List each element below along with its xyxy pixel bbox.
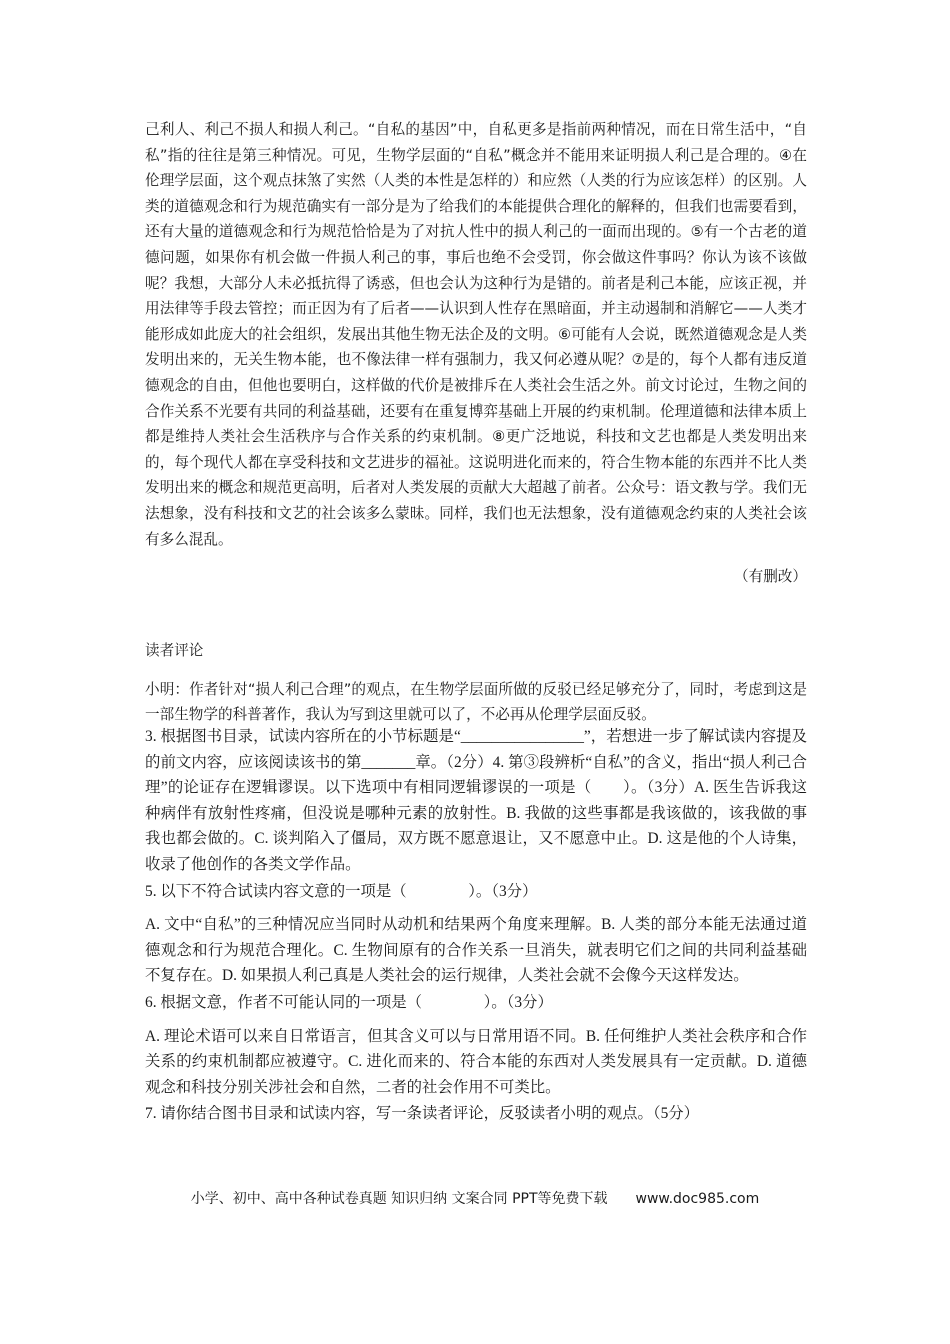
question-7: 7. 请你结合图书目录和试读内容，写一条读者评论，反驳读者小明的观点。（5分）: [145, 1105, 700, 1123]
footer-url[interactable]: www.doc985.com: [635, 1191, 760, 1207]
reader-comment-text: 小明：作者针对“损人利己合理”的观点，在生物学层面所做的反驳已经足够充分了，同时，考虑到这是一部生物学的科普著作，我认为写到这里就可以了，不必再从伦理学层面反驳。: [145, 680, 807, 724]
question-6: 6. 根据文意，作者不可能认同的一项是（ ）。（3分）: [145, 993, 553, 1011]
question-5-options: A. 文中“自私”的三种情况应当同时从动机和结果两个角度来理解。B. 人类的部分本能无法通过道德观念和行为规范合理化。C. 生物间原有的合作关系一旦消失，就表明它们之间的共同利益基础不复存在。D. 如果损人利己真是人类社会的运行规律，人类社会就不会像今天这样发达。: [145, 916, 807, 985]
question-3-4: 3. 根据图书目录，试读内容所在的小节标题是“________________”，若想进一步了解试读内容提及的前文内容，应该阅读该书的第_______章。（2分）4. 第③段辨析“自私”的含义，指出“损人利己合理”的论证存在逻辑谬误。以下选项中有相同逻辑谬误的一项是（ ）。（3分）A. 医生告诉我这种病伴有放射性疼痛，但没说是哪种元素的放射性。B. 我做的这些事都是我该做的，该我做的事我也都会做的。C. 谈判陷入了僵局，双方既不愿意退让，又不愿意中止。D. 这是他的个人诗集，收录了他创作的各类文学作品。: [145, 728, 807, 873]
reader-comment-section: [145, 638, 807, 728]
reader-comment-heading: 读者评论: [145, 642, 204, 659]
questions-section: [145, 724, 807, 1127]
article-body: 己利人、利己不损人和损人利己。“自私的基因”中，自私更多是指前两种情况，而在日常生活中，“自私”指的往往是第三种情况。可见，生物学层面的“自私”概念并不能用来证明损人利己是合理的。④在伦理学层面，这个观点抹煞了实然（人类的本性是怎样的）和应然（人类的行为应该怎样）的区别。人类的道德观念和行为规范确实有一部分是为了给我们的本能提供合理化的解释的，但我们也需要看到，还有大量的道德观念和行为规范恰恰是为了对抗人性中的损人利己的一面而出现的。⑤有一个古老的道德问题，如果你有机会做一件损人利己的事，事后也绝不会受罚，你会做这件事吗？你认为该不该做呢？我想，大部分人未必抵抗得了诱惑，但也会认为这种行为是错的。前者是利己本能，应该正视，并用法律等手段去管控；而正因为有了后者——认识到人性存在黑暗面，并主动遏制和消解它——人类才能形成如此庞大的社会组织，发展出其他生物无法企及的文明。⑥可能有人会说，既然道德观念是人类发明出来的，无关生物本能，也不像法律一样有强制力，我又何必遵从呢？⑦是的，每个人都有违反道德观念的自由，但他也要明白，这样做的代价是被排斥在人类社会生活之外。前文讨论过，生物之间的合作关系不光要有共同的利益基础，还要有在重复博弈基础上开展的约束机制。伦理道德和法律本质上都是维持人类社会生活秩序与合作关系的约束机制。⑧更广泛地说，科技和文艺也都是人类发明出来的，每个现代人都在享受科技和文艺进步的福祉。这说明进化而来的，符合生物本能的东西并不比人类发明出来的概念和规范更高明，后者对人类发展的贡献大大超越了前者。公众号：语文教与学。我们无法想象，没有科技和文艺的社会该多么蒙昧。同样，我们也无法想象，没有道德观念约束的人类社会该有多么混乱。: [145, 121, 807, 548]
edit-note: （有删改）: [734, 568, 807, 586]
page-footer: [0, 1188, 950, 1208]
question-5: 5. 以下不符合试读内容文意的一项是（ ）。（3分）: [145, 882, 538, 900]
question-6-options: A. 理论术语可以来自日常语言，但其含义可以与日常用语不同。B. 任何维护人类社会秩序和合作关系的约束机制都应被遵守。C. 进化而来的、符合本能的东西对人类发展具有一定贡献。D. 道德观念和科技分别关涉社会和自然，二者的社会作用不可类比。: [145, 1027, 807, 1096]
article-section: [145, 117, 807, 590]
footer-text: 小学、初中、高中各种试卷真题 知识归纳 文案合同 PPT等免费下载: [190, 1191, 608, 1207]
